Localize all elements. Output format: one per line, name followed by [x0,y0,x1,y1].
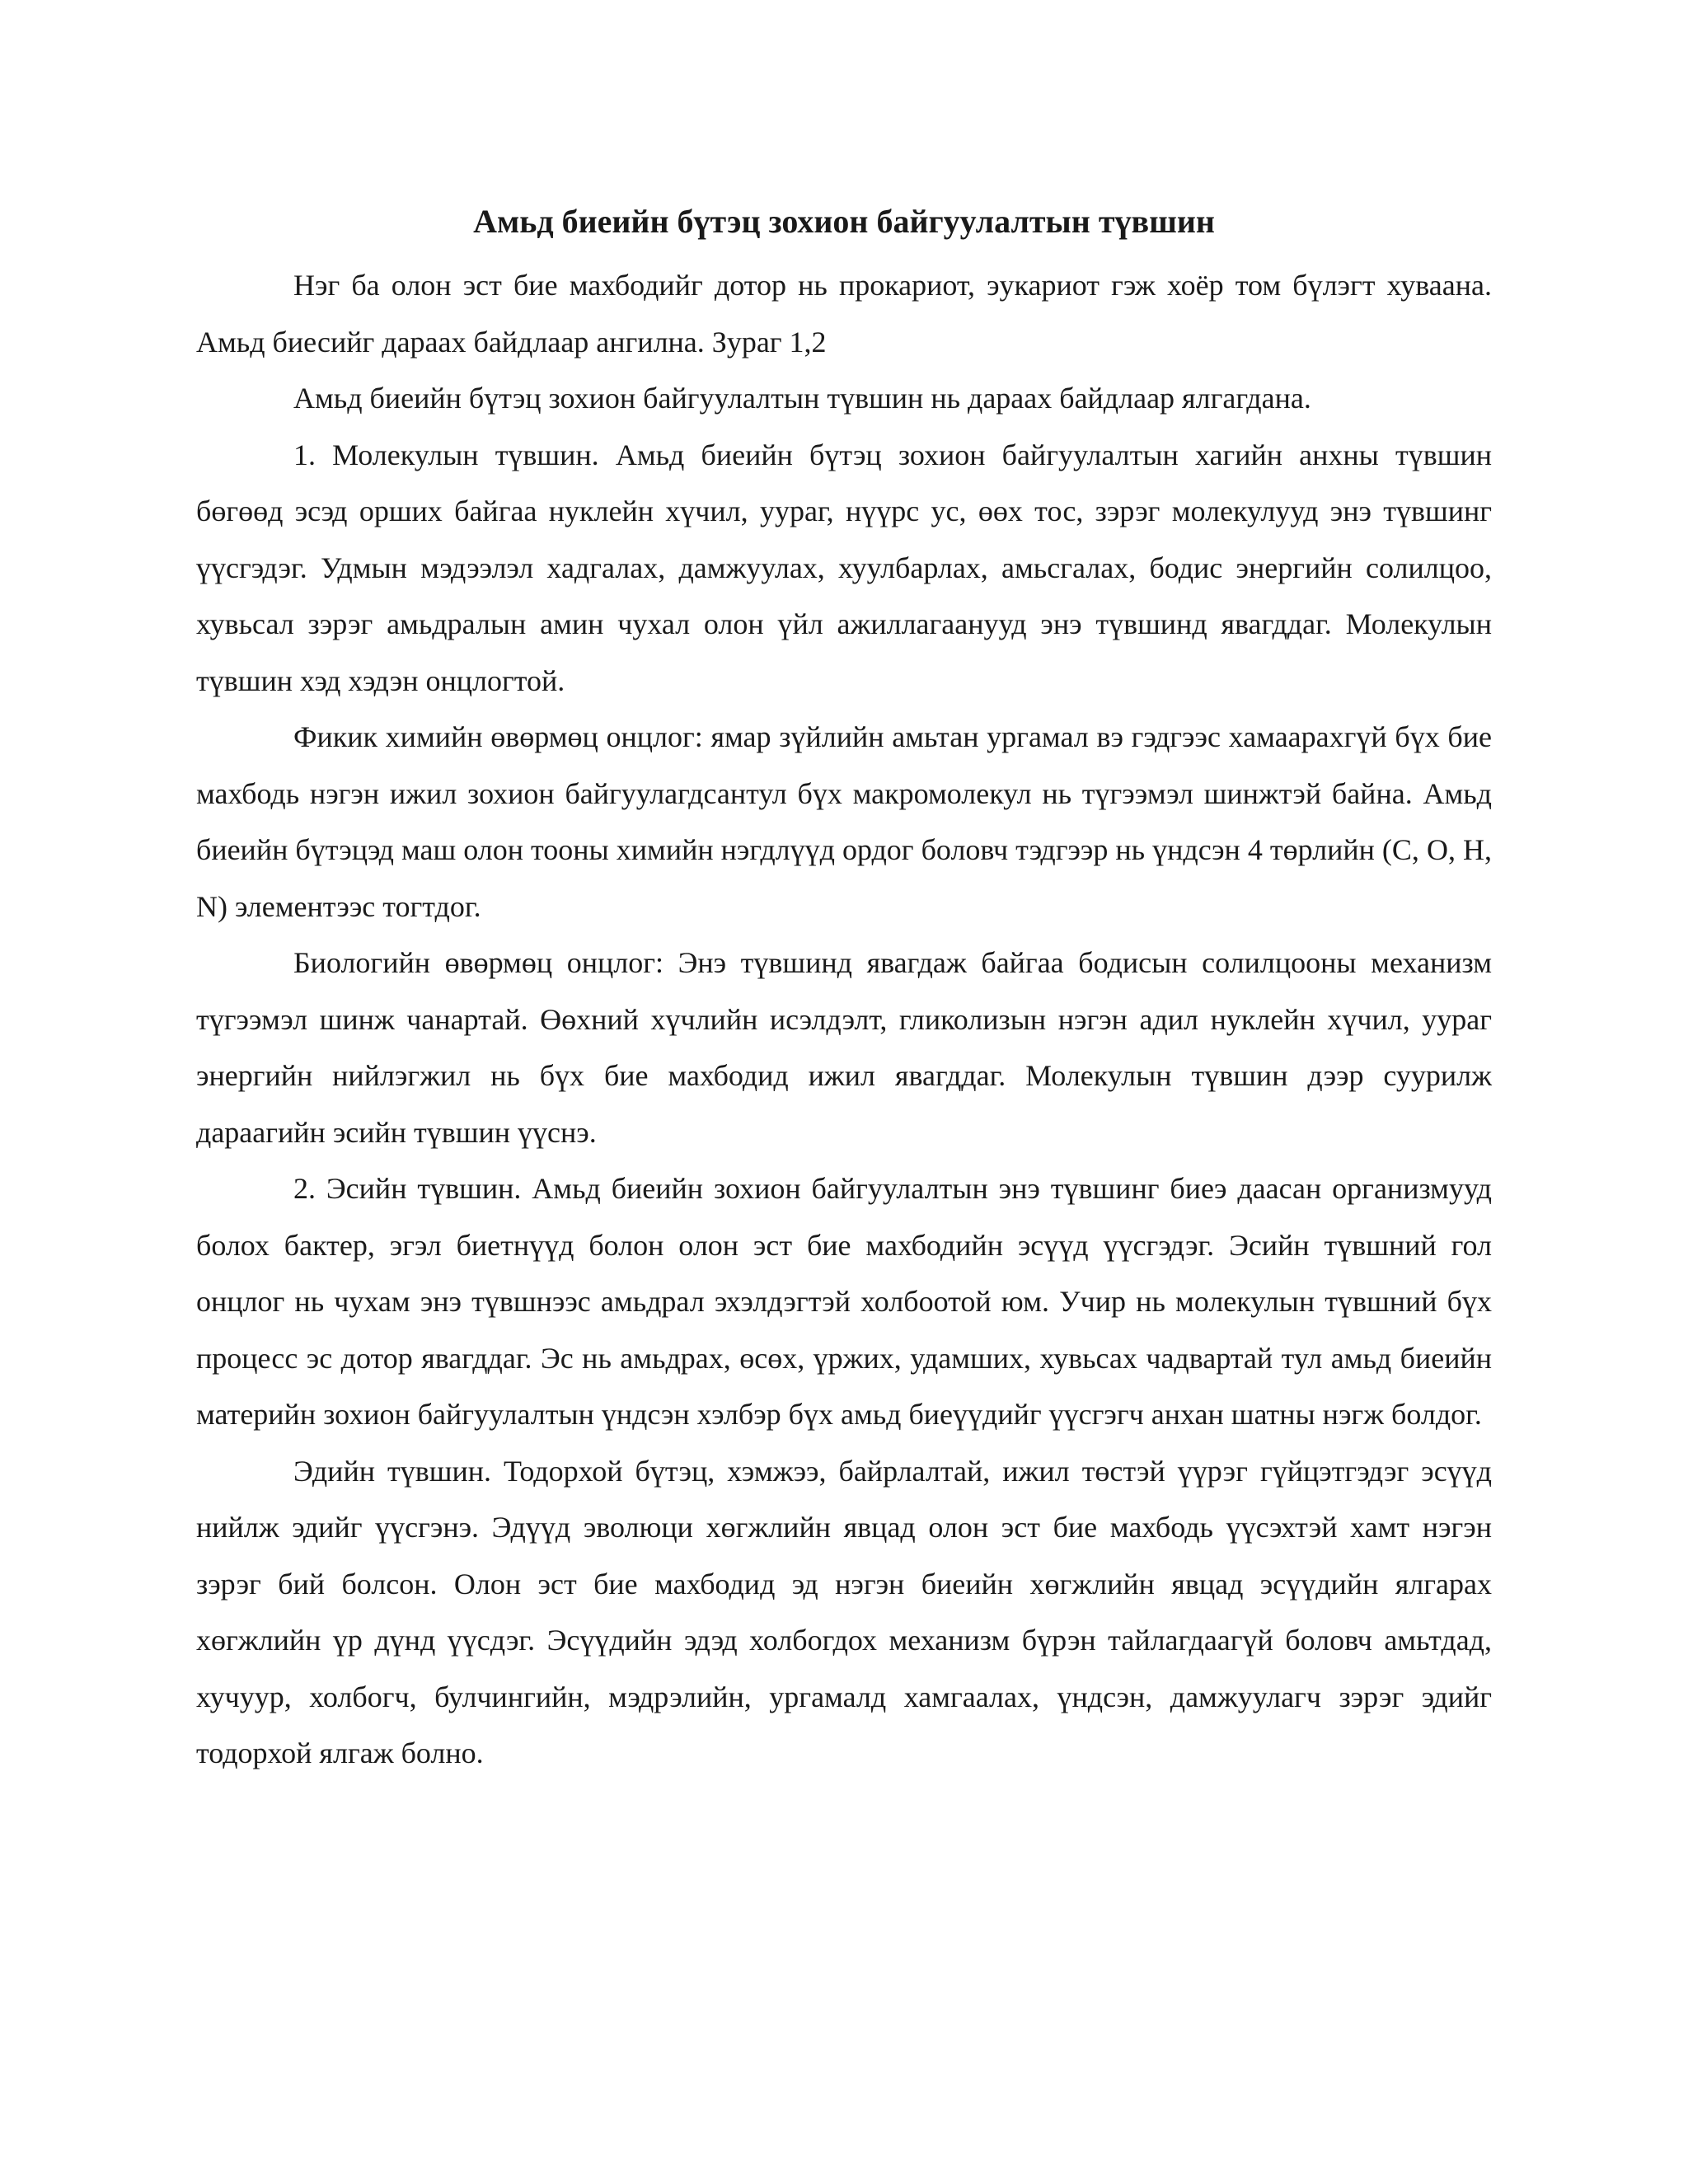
paragraph-physicochemical-feature: Фикик химийн өвөрмөц онцлог: ямар зүйлийн амьтан ургамал вэ гэдгээс хамаарахгүй бүх бие махбодь нэгэн ижил зохион байгуулагдсантул бүх макромолекул нь түгээмэл шинжтэй байна. Амьд биеийн бүтэцэд маш олон тооны химийн нэгдлүүд ордог боловч тэдгээр нь үндсэн 4 төрлийн (C, O, H, N) элементээс тогтдог. [196,720,1492,923]
document-body [196,191,1492,1782]
paragraph-biological-feature: Биологийн өвөрмөц онцлог: Энэ түвшинд явагдаж байгаа бодисын солилцооны механизм түгээмэл шинж чанартай. Өөхний хүчлийн исэлдэлт, гликолизын нэгэн адил нуклейн хүчил, уураг энергийн нийлэгжил нь бүх бие махбодид ижил явагддаг. Молекулын түвшин дээр суурилж дараагийн эсийн түвшин үүснэ. [196,946,1492,1149]
paragraph-intro: Нэг ба олон эст бие махбодийг дотор нь прокариот, эукариот гэж хоёр том бүлэгт хуваана. Амьд биесийг дараах байдлаар ангилна. Зураг 1,2 [196,269,1492,359]
paragraph-tissue-level: Эдийн түвшин. Тодорхой бүтэц, хэмжээ, байрлалтай, ижил төстэй үүрэг гүйцэтгэдэг эсүүд нийлж эдийг үүсгэнэ. Эдүүд эволюци хөгжлийн явцад олон эст бие махбодь үүсэхтэй хамт нэгэн зэрэг бий болсон. Олон эст бие махбодид эд нэгэн биеийн хөгжлийн явцад эсүүдийн ялгарах хөгжлийн үр дүнд үүсдэг. Эсүүдийн эдэд холбогдох механизм бүрэн тайлагдаагүй боловч амьтдад, хучуур, холбогч, булчингийн, мэдрэлийн, ургамалд хамгаалах, үндсэн, дамжуулагч зэрэг эдийг тодорхой ялгаж болно. [196,1454,1492,1769]
document-title: Амьд биеийн бүтэц зохион байгуулалтын түвшин [473,203,1215,240]
paragraph-cell-level: 2. Эсийн түвшин. Амьд биеийн зохион байгуулалтын энэ түвшинг биеэ даасан организмууд болох бактер, эгэл биетнүүд болон олон эст бие махбодийн эсүүд үүсгэдэг. Эсийн түвшний гол онцлог нь чухам энэ түвшнээс амьдрал эхэлдэгтэй холбоотой юм. Учир нь молекулын түвшний бүх процесс эс дотор явагддаг. Эс нь амьдрах, өсөх, үржих, удамших, хувьсах чадвартай тул амьд биеийн материйн зохион байгуулалтын үндсэн хэлбэр бүх амьд биеүүдийг үүсгэгч анхан шатны нэгж болдог. [196,1172,1492,1431]
paragraph-molecular-level: 1. Молекулын түвшин. Амьд биеийн бүтэц зохион байгуулалтын хагийн анхны түвшин бөгөөд эсэд орших байгаа нуклейн хүчил, уураг, нүүрс ус, өөх тос, зэрэг молекулууд энэ түвшинг үүсгэдэг. Удмын мэдээлэл хадгалах, дамжуулах, хуулбарлах, амьсгалах, бодис энергийн солилцоо, хувьсал зэрэг амьдралын амин чухал олон үйл ажиллагаанууд энэ түвшинд явагддаг. Молекулын түвшин хэд хэдэн онцлогтой. [196,438,1492,697]
paragraph-levels-intro: Амьд биеийн бүтэц зохион байгуулалтын түвшин нь дараах байдлаар ялгагдана. [293,382,1311,415]
